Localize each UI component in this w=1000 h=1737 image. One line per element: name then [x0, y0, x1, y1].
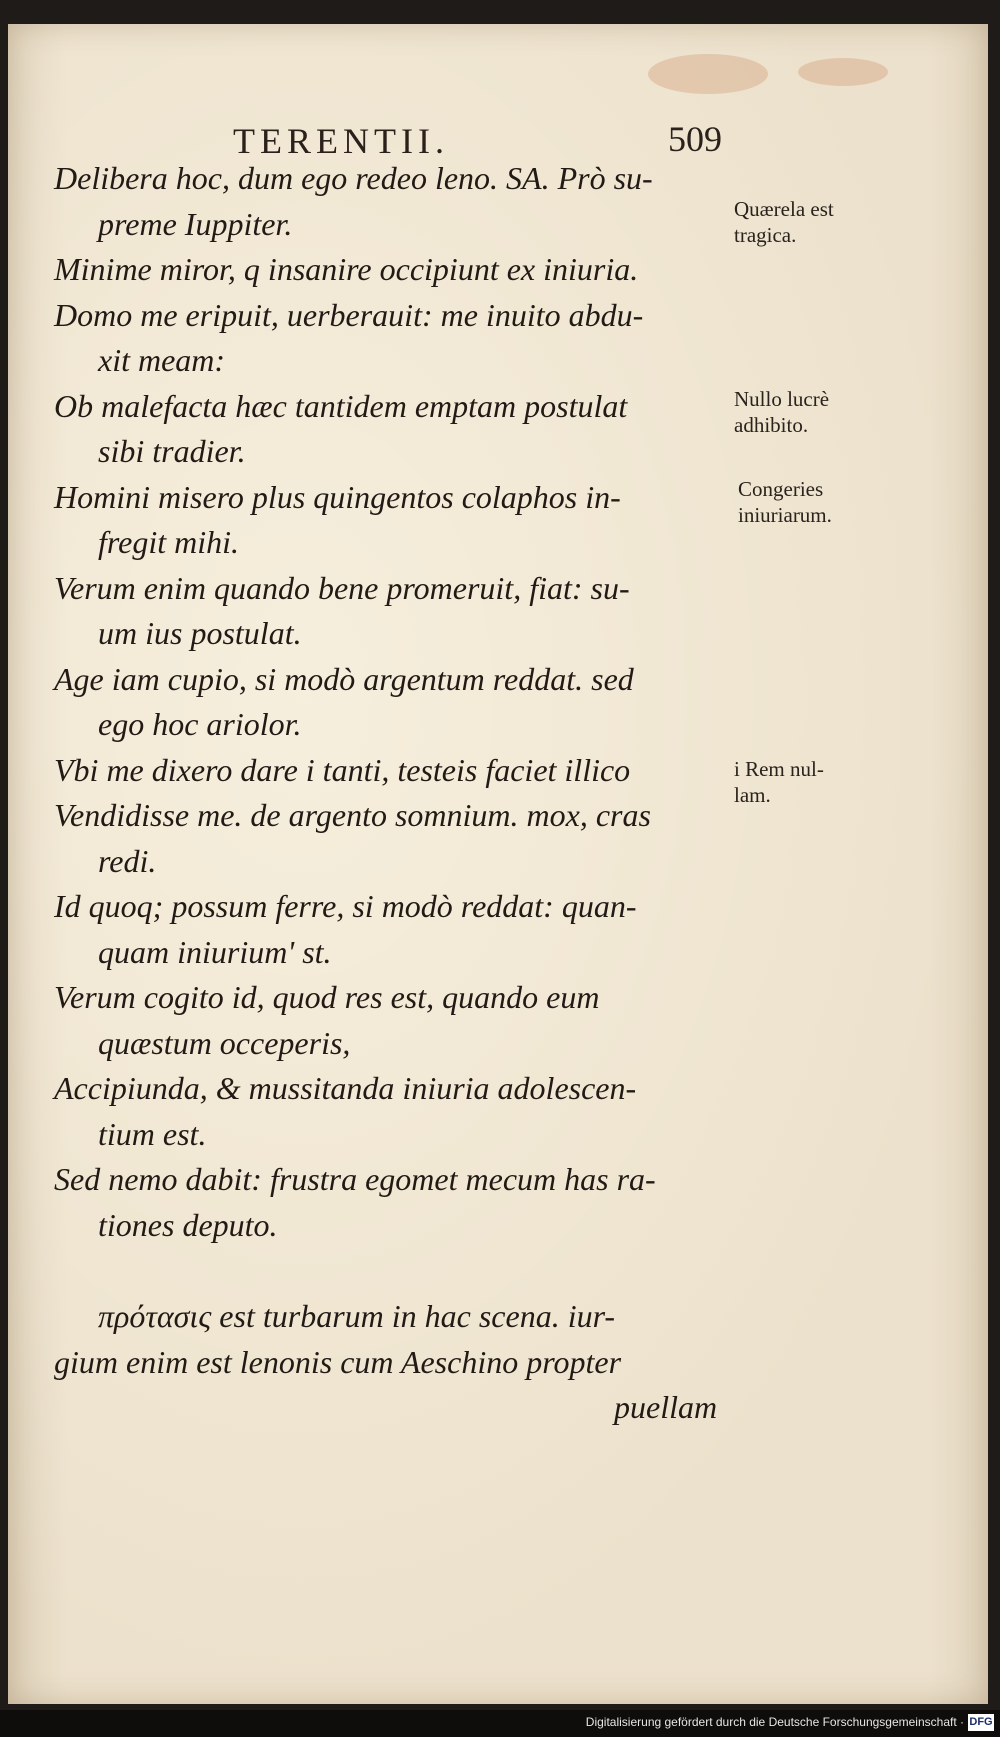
verse-text: [54, 156, 744, 1431]
footer-bar: [0, 1710, 1000, 1737]
text-line: fregit mihi.: [98, 524, 240, 560]
text-line: sibi tradier.: [98, 433, 246, 469]
page-header: [8, 100, 988, 160]
commentary-line: πρότασις est turbarum in hac scena. iur-: [98, 1298, 616, 1334]
paper-stain: [798, 58, 888, 86]
text-line: xit meam:: [98, 342, 226, 378]
page-number: 509: [668, 119, 722, 159]
margin-note: [738, 476, 832, 528]
text-line: Age iam cupio, si modò argentum reddat. sed: [54, 660, 634, 697]
text-line: Homini misero plus quingentos colaphos in-: [54, 478, 621, 515]
text-line: Ob malefacta hæc tantidem emptam postulat: [54, 387, 628, 424]
margin-note-line: Congeries: [738, 477, 824, 501]
paper-stain: [648, 54, 768, 94]
margin-note-line: i Rem nul-: [734, 757, 824, 781]
dfg-logo: DFG: [968, 1714, 994, 1731]
text-line: Verum cogito id, quod res est, quando eum: [54, 979, 600, 1015]
text-line: Id quoq; possum ferre, si modò reddat: quan-: [54, 888, 637, 924]
margin-note: [734, 756, 824, 808]
text-line: Delibera hoc, dum ego redeo leno. SA. Prò su-: [54, 160, 653, 196]
margin-note-line: tragica.: [734, 223, 797, 247]
text-line: quæstum occeperis,: [98, 1024, 351, 1061]
paragraph-gap: [54, 1248, 744, 1294]
text-line: Vendidisse me. de argento somnium. mox, cras: [54, 797, 651, 833]
text-line: Accipiunda, & mussitanda iniuria adolescen-: [54, 1070, 637, 1106]
margin-note-line: Quærela est: [734, 197, 834, 221]
running-head: TERENTII.: [233, 121, 449, 161]
text-line: Vbi me dixero dare i tanti, testeis faciet illico: [54, 751, 631, 788]
text-line: ego hoc ariolor.: [98, 706, 302, 742]
text-line: tium est.: [98, 1115, 207, 1152]
text-line: Sed nemo dabit: frustra egomet mecum has ra-: [54, 1161, 656, 1197]
text-line: quam iniurium' st.: [98, 933, 332, 970]
text-line: redi.: [98, 842, 157, 879]
margin-note-line: adhibito.: [734, 413, 809, 437]
book-page: [8, 24, 988, 1704]
text-line: preme Iuppiter.: [98, 205, 293, 242]
digitization-credit: Digitalisierung gefördert durch die Deutsche Forschungsgemeinschaft ·: [585, 1715, 964, 1729]
text-line: tiones deputo.: [98, 1206, 278, 1243]
margin-note: [734, 386, 829, 438]
text-line: Minime miror, q insanire occipiunt ex iniuria.: [54, 251, 639, 287]
margin-note: [734, 196, 834, 248]
margin-note-line: lam.: [734, 783, 771, 807]
text-line: Domo me eripuit, uerberauit: me inuito abdu-: [54, 296, 644, 333]
text-line: Verum enim quando bene promeruit, fiat: su-: [54, 569, 630, 606]
text-line: um ius postulat.: [98, 615, 302, 651]
margin-note-line: iniuriarum.: [738, 503, 832, 527]
catchword: puellam: [614, 1389, 718, 1425]
margin-note-line: Nullo lucrè: [734, 387, 830, 411]
commentary-line: gium enim est lenonis cum Aeschino propter: [54, 1343, 622, 1380]
